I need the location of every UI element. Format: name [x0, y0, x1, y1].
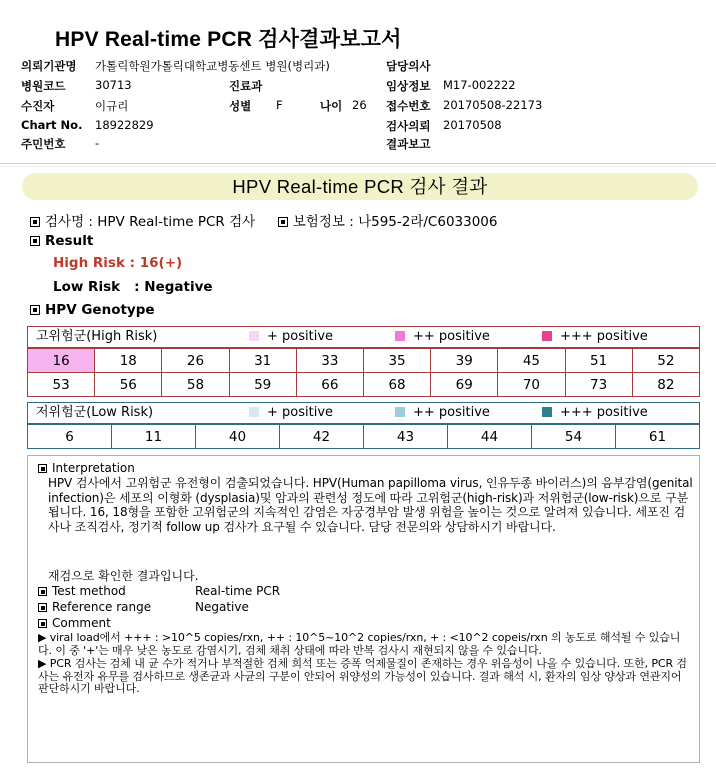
- test-method-line: [38, 584, 126, 598]
- result-banner: HPV Real-time PCR 검사 결과: [22, 173, 698, 200]
- legend-label: +++ positive: [560, 329, 648, 344]
- legend-swatch-icon: [542, 407, 552, 417]
- genotype-cell: 73: [565, 373, 632, 397]
- test-method-value: Real-time PCR: [195, 584, 281, 598]
- low-risk-result: Low Risk : Negative: [53, 279, 213, 295]
- clinical-info-label: 임상정보: [386, 79, 431, 93]
- receipt-no-label: 접수번호: [386, 99, 431, 113]
- genotype-cell: 54: [532, 425, 616, 449]
- result-heading-text: Result: [45, 233, 94, 249]
- genotype-cell: 43: [364, 425, 448, 449]
- test-name-label: 검사명 :: [45, 214, 93, 230]
- high-risk-title: 고위험군(High Risk): [36, 329, 158, 344]
- high-risk-genotype-table: [27, 348, 700, 397]
- table-row: [28, 425, 700, 449]
- comment-heading: [38, 616, 111, 630]
- genotype-cell: 45: [498, 349, 565, 373]
- report-title: HPV Real-time PCR 검사결과보고서: [55, 28, 402, 51]
- genotype-cell: 40: [196, 425, 280, 449]
- checkbox-square-icon: [30, 305, 40, 315]
- genotype-cell: 44: [448, 425, 532, 449]
- genotype-cell: 33: [296, 349, 363, 373]
- legend-swatch-icon: [249, 331, 259, 341]
- legend-label: ++ positive: [413, 405, 490, 420]
- department-label: 진료과: [229, 79, 263, 93]
- clinical-info-value: M17-002222: [443, 78, 516, 92]
- hospital-code-label: 병원코드: [21, 79, 66, 93]
- checkbox-square-icon: [38, 587, 47, 596]
- comment-item: ▶ viral load에서 +++ : >10^5 copies/rxn, ++ : 10^5~10^2 copies/rxn, + : <10^2 copeis/rxn 의 농도로 해석될 수 있습니다. 이 중 '+'는 매우 낮은 농도로 감염시기, 검체 채취 상태에 따라 반복 검사시 재현되지 않을 수 있습니다.: [38, 631, 681, 657]
- confirm-note: 재검으로 확인한 결과입니다.: [48, 569, 199, 583]
- checkbox-square-icon: [38, 464, 47, 473]
- genotype-heading: [30, 302, 155, 318]
- chart-no-label: Chart No.: [21, 118, 83, 132]
- legend-item: [395, 403, 490, 423]
- genotype-cell: 68: [363, 373, 430, 397]
- resident-no-label: 주민번호: [21, 137, 66, 151]
- legend-swatch-icon: [542, 331, 552, 341]
- comment-label: Comment: [52, 616, 111, 630]
- high-risk-header: [27, 326, 700, 348]
- legend-item: [542, 403, 648, 423]
- genotype-cell: 52: [632, 349, 699, 373]
- legend-label: + positive: [267, 405, 334, 420]
- genotype-cell: 59: [229, 373, 296, 397]
- legend-swatch-icon: [395, 331, 405, 341]
- checkbox-square-icon: [30, 236, 40, 246]
- genotype-cell: 56: [95, 373, 162, 397]
- comment-item: ▶ PCR 검사는 검체 내 균 수가 적거나 부적절한 검체 희석 또는 증폭 억제물질이 존재하는 경우 위음성이 나올 수 있습니다. 또한, PCR 검사는 유전자 유무를 검사하므로 생존균과 사균의 구분이 안되어 위양성의 가능성이 있습니다. 결과 해석 시, 환자의 임상 양상과 연관지어 판단하시기 바랍니다.: [38, 657, 687, 695]
- checkbox-square-icon: [38, 619, 47, 628]
- low-risk-header: [27, 402, 700, 424]
- age-label: 나이: [320, 99, 343, 113]
- checkbox-square-icon: [38, 603, 47, 612]
- genotype-cell: 61: [616, 425, 700, 449]
- insurance-label: 보험정보 :: [292, 214, 354, 230]
- genotype-cell: 69: [431, 373, 498, 397]
- header-divider: [0, 163, 716, 164]
- legend-label: +++ positive: [560, 405, 648, 420]
- chart-no-value: 18922829: [95, 118, 154, 132]
- table-row: [28, 373, 700, 397]
- genotype-cell: 51: [565, 349, 632, 373]
- legend-label: ++ positive: [413, 329, 490, 344]
- reference-range-label: Reference range: [52, 600, 152, 614]
- sex-label: 성별: [229, 99, 252, 113]
- genotype-cell: 42: [280, 425, 364, 449]
- genotype-cell: 31: [229, 349, 296, 373]
- genotype-cell: 26: [162, 349, 229, 373]
- test-method-label: Test method: [52, 584, 126, 598]
- header-divider-secondary: [0, 166, 716, 167]
- genotype-cell: 35: [363, 349, 430, 373]
- interpretation-heading: [38, 461, 135, 475]
- request-date-value: 20170508: [443, 118, 502, 132]
- genotype-cell: 16: [28, 349, 95, 373]
- institution-value: 가톨릭학원가톨릭대학교병동센트 병원(병리과): [95, 59, 330, 73]
- result-heading: [30, 233, 93, 249]
- legend-item: [395, 327, 490, 347]
- high-risk-result: High Risk : 16(+): [53, 255, 183, 271]
- doctor-label: 담당의사: [386, 59, 431, 73]
- genotype-cell: 6: [28, 425, 112, 449]
- resident-no-value: -: [95, 136, 100, 150]
- insurance-value: 나595-2라/C6033006: [358, 214, 498, 230]
- genotype-cell: 11: [112, 425, 196, 449]
- legend-swatch-icon: [395, 407, 405, 417]
- genotype-cell: 70: [498, 373, 565, 397]
- test-name-value: HPV Real-time PCR 검사: [97, 214, 256, 230]
- low-risk-genotype-table: [27, 424, 700, 449]
- low-risk-title: 저위험군(Low Risk): [36, 405, 154, 420]
- reference-range-line: [38, 600, 151, 614]
- institution-label: 의뢰기관명: [21, 59, 77, 73]
- test-info-line: [30, 210, 498, 230]
- interpretation-heading-text: Interpretation: [52, 461, 135, 475]
- legend-label: + positive: [267, 329, 334, 344]
- hospital-code-value: 30713: [95, 78, 132, 92]
- interpretation-box: [27, 455, 700, 763]
- request-label: 검사의뢰: [386, 119, 431, 133]
- table-row: [28, 349, 700, 373]
- patient-info: [0, 54, 716, 154]
- age-value: 26: [352, 98, 367, 112]
- genotype-cell: 82: [632, 373, 699, 397]
- genotype-cell: 39: [431, 349, 498, 373]
- reference-range-value: Negative: [195, 600, 249, 614]
- legend-item: [249, 403, 333, 423]
- genotype-cell: 66: [296, 373, 363, 397]
- patient-name-value: 이규리: [95, 99, 129, 113]
- legend-item: [542, 327, 648, 347]
- sex-value: F: [276, 98, 283, 112]
- genotype-cell: 53: [28, 373, 95, 397]
- genotype-heading-text: HPV Genotype: [45, 302, 155, 318]
- genotype-cell: 18: [95, 349, 162, 373]
- genotype-cell: 58: [162, 373, 229, 397]
- legend-item: [249, 327, 333, 347]
- report-label: 결과보고: [386, 137, 431, 151]
- receipt-no-value: 20170508-22173: [443, 98, 543, 112]
- patient-name-label: 수진자: [21, 99, 55, 113]
- interpretation-text: HPV 검사에서 고위험군 유전형이 검출되었습니다. HPV(Human papilloma virus, 인유두종 바이러스)의 음부감염(genital infection)은 세포의 이형화 (dysplasia)및 암과의 관련성 정도에 따라 고위험군(high-risk)과 저위험군(low-risk)으로 구분됩니다. 16, 18형을 포함한 고위험군의 지속적인 감염은 자궁경부암 발생 위험을 높이는 것으로 알려져 있습니다. 세포진 검사나 조직검사, 정기적 follow up 검사가 요구될 수 있습니다. 담당 전문의와 상담하시기 바랍니다.: [48, 476, 693, 534]
- legend-swatch-icon: [249, 407, 259, 417]
- checkbox-square-icon: [278, 217, 288, 227]
- checkbox-square-icon: [30, 217, 40, 227]
